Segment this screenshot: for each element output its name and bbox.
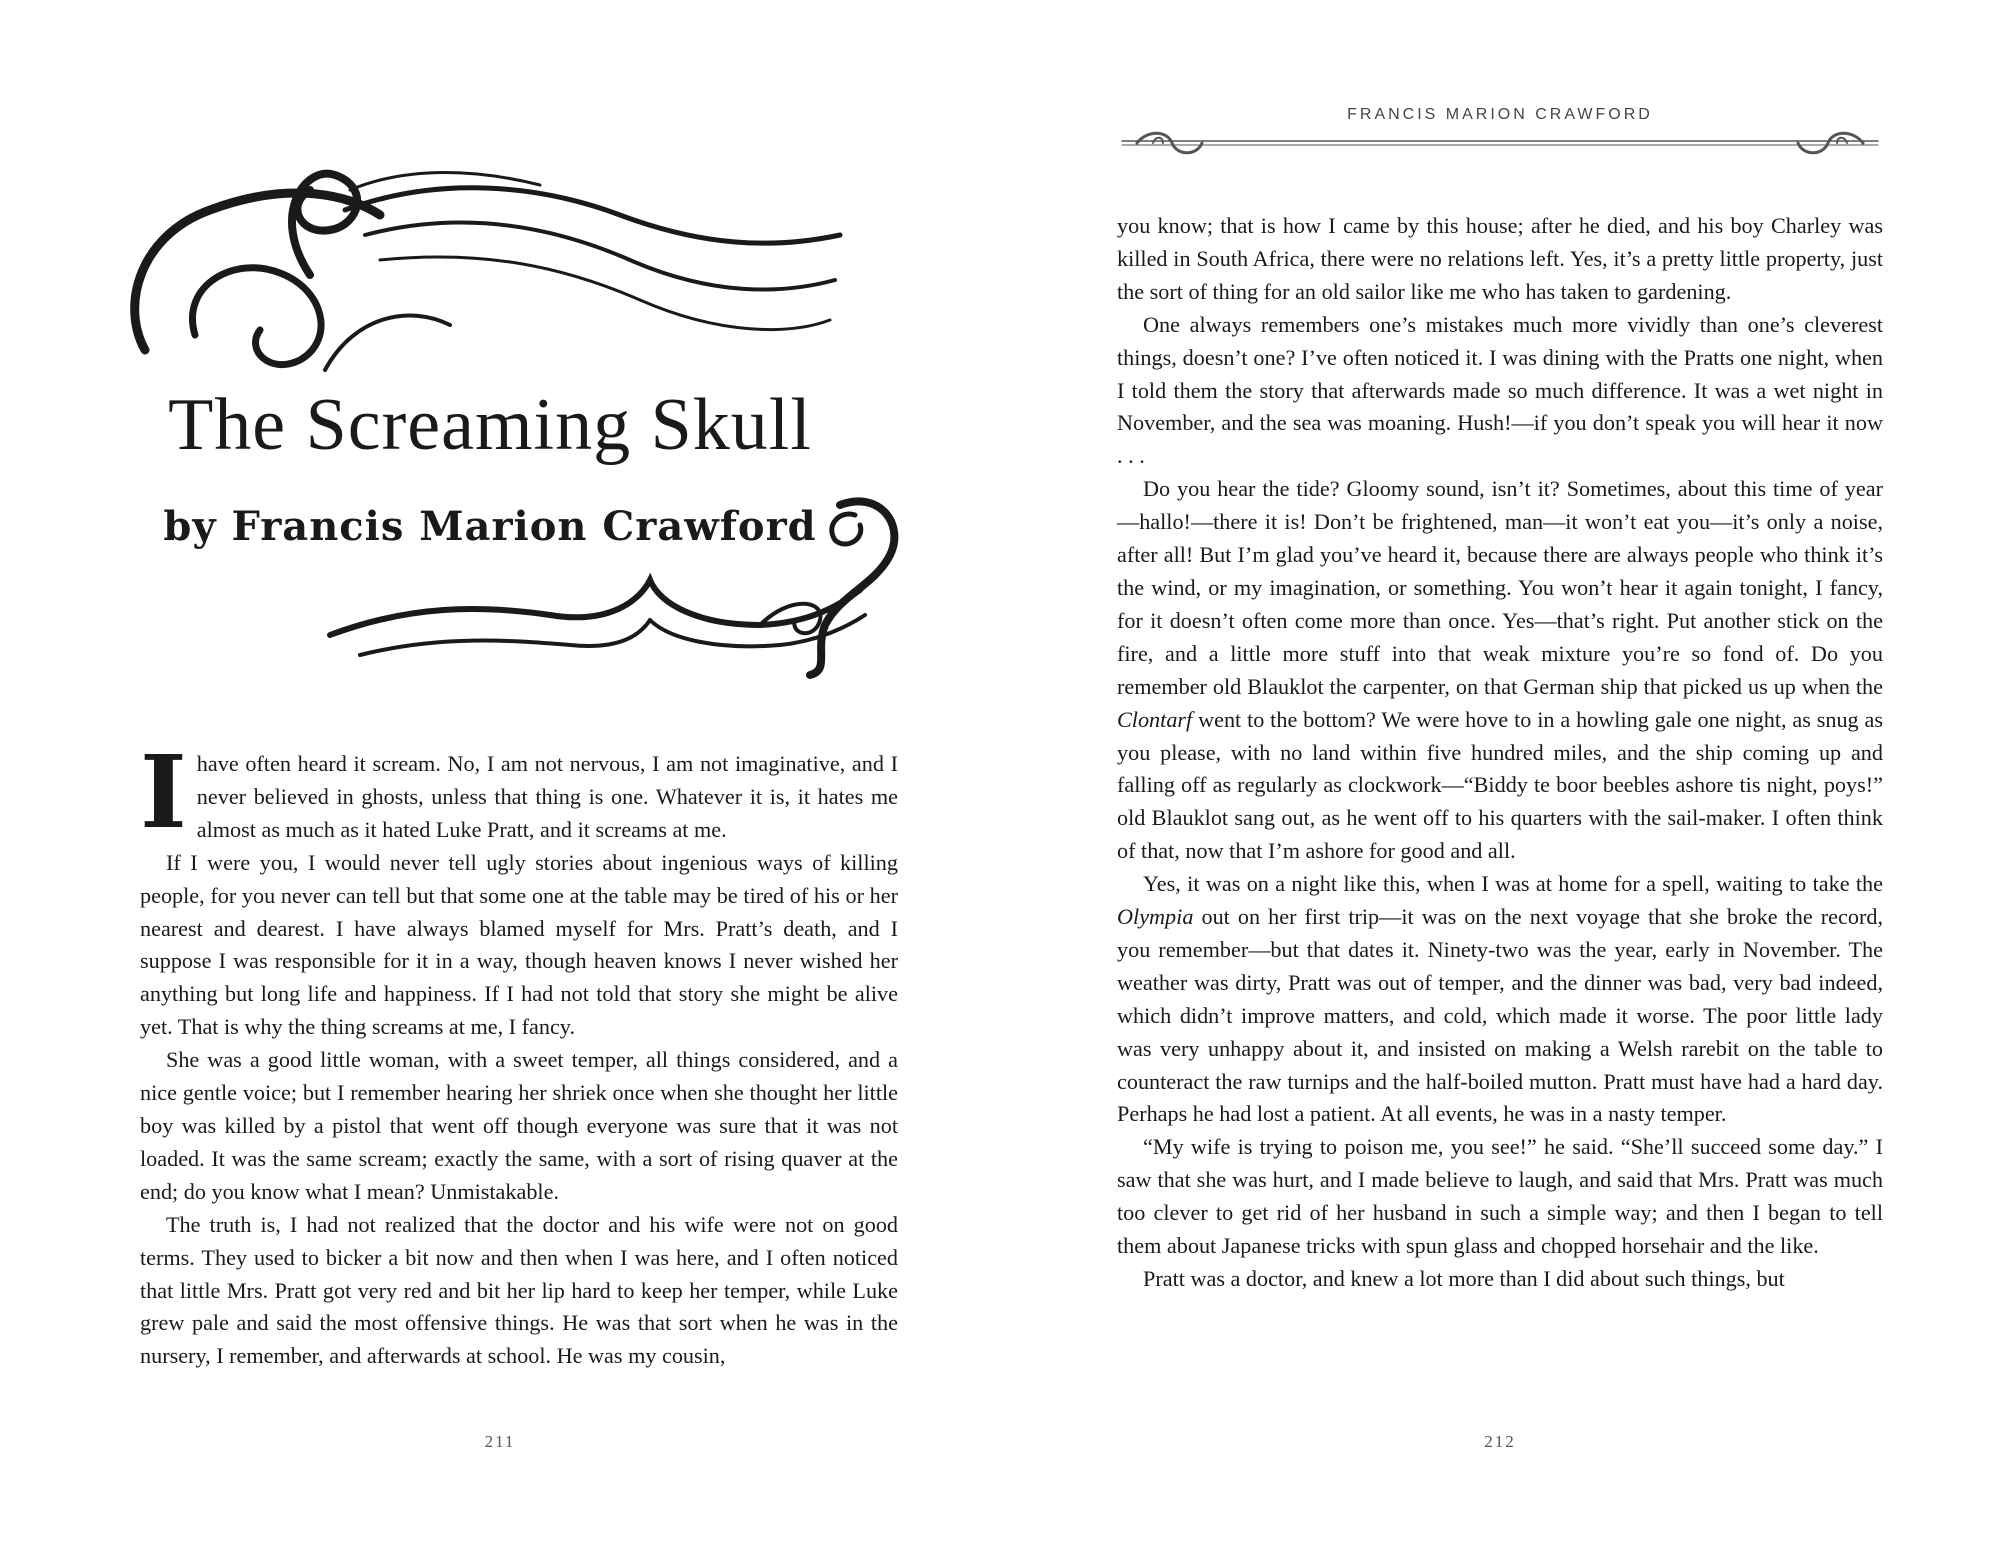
body-paragraph: “My wife is trying to poison me, you see!” he said. “She’ll succeed some day.” I saw that she was hurt, and I made believe to laugh, and said that Mrs. Pratt was much too clever to get rid of her husband in such a simple way; and then I began to tell them about Japanese tricks with spun glass and chopped horsehair and the like. [1117,1134,1883,1259]
right-page-body-text [1117,210,1883,1296]
body-paragraph [1117,868,1883,1131]
ship-name-olympia: Olympia [1117,904,1194,930]
header-rule-ornament [1117,128,1883,158]
paragraph-segment: Do you hear the tide? Gloomy sound, isn’t it? Sometimes, about this time of year—hallo!—there it is! Don’t be frightened, man—it won’t eat you—it’s only a noise, after all! But I’m glad you’ve heard it, because there are always people who think it’s the wind, or my imagination, or something. You won’t hear it again tonight, I fancy, for it doesn’t often come more than once. Yes—that’s right. Put another stick on the fire, and a little more stuff into that weak mixture you’re so fond of. Do you remember old Blauklot the carpenter, on that German ship that picked us up when the [1117,476,1883,699]
top-flourish-ornament [120,155,880,385]
body-paragraph: you know; that is how I came by this house; after he died, and his boy Charley was killed in South Africa, there were no relations left. Yes, it’s a pretty little property, just the sort of thing for an old sailor like me who has taken to gardening. [1117,213,1883,304]
body-paragraph: If I were you, I would never tell ugly stories about ingenious ways of killing people, for you never can tell but that some one at the table may be tired of his or her nearest and dearest. I have always blamed myself for Mrs. Pratt’s death, and I suppose I was responsible for it in a way, though heaven knows I never wished her anything but long life and happiness. If I had not told that story she might be alive yet. That is why the thing screams at me, I fancy. [140,849,898,1040]
body-paragraph: Pratt was a doctor, and knew a lot more than I did about such things, but [1143,1266,1785,1291]
body-paragraph: She was a good little woman, with a sweet temper, all things considered, and a nice gentle voice; but I remember hearing her shriek once when she thought her little boy was killed by a pistol that went off though everyone was sure that it was not loaded. It was the same scream; exactly the same, with a sort of rising quaver at the end; do you know what I mean? Unmistakable. [140,1047,898,1204]
running-header: FRANCIS MARION CRAWFORD [1347,106,1653,123]
page-number-right: 212 [1484,1432,1516,1451]
story-byline: by Francis Marion Crawford [163,503,817,550]
body-paragraph: One always remembers one’s mistakes much more vividly than one’s cleverest things, doesn’t one? I’ve often noticed it. I was dining with the Pratts one night, when I told them the story that afterwards made so much difference. It was a wet night in November, and the sea was moaning. Hush!—if you don’t speak you will hear it now . . . [1117,311,1883,469]
left-page-body-text [140,733,898,1373]
right-page [1000,0,2000,1545]
story-title: The Screaming Skull [168,384,812,466]
ship-name-clontarf: Clontarf [1117,706,1193,732]
drop-cap: I [140,733,187,851]
page-number-left: 211 [484,1432,516,1451]
bottom-flourish-ornament [320,485,920,685]
paragraph-segment: Yes, it was on a night like this, when I was at home for a spell, waiting to take the [1143,871,1883,897]
opening-paragraph-text: have often heard it scream. No, I am not nervous, I am not imaginative, and I never believed in ghosts, unless that thing is one. Whatever it is, it hates me almost as much as it hated Luke Pratt, and it screams at me. [196,751,898,842]
paragraph-segment: went to the bottom? We were hove to in a howling gale one night, as snug as you please, with no land within five hundred miles, and the ship coming up and falling off as regularly as clockwork—“Biddy te boor beebles ashore tis night, poys!” old Blauklot sang out, as he went off to his quarters with the sail-maker. I often think of that, now that I’m ashore for good and all. [1117,706,1883,864]
body-paragraph: The truth is, I had not realized that the doctor and his wife were not on good terms. They used to bicker a bit now and then when I was here, and I often noticed that little Mrs. Pratt got very red and bit her lip hard to keep her temper, while Luke grew pale and said the most offensive things. He was that sort when he was in the nursery, I remember, and afterwards at school. He was my cousin, [140,1211,898,1369]
opening-paragraph [140,733,898,851]
paragraph-segment: out on her first trip—it was on the next voyage that she broke the record, you remember—but that dates it. Ninety-two was the year, early in November. The weather was dirty, Pratt was out of temper, and the dinner was bad, very bad indeed, which didn’t improve matters, and cold, which made it worse. The poor little lady was very unhappy about it, and insisted on making a Welsh rarebit on the table to counteract the raw turnips and the half-boiled mutton. Pratt must have had a hard day. Perhaps he had lost a patient. At all events, he was in a nasty temper. [1117,904,1883,1127]
body-paragraph [1117,473,1883,868]
